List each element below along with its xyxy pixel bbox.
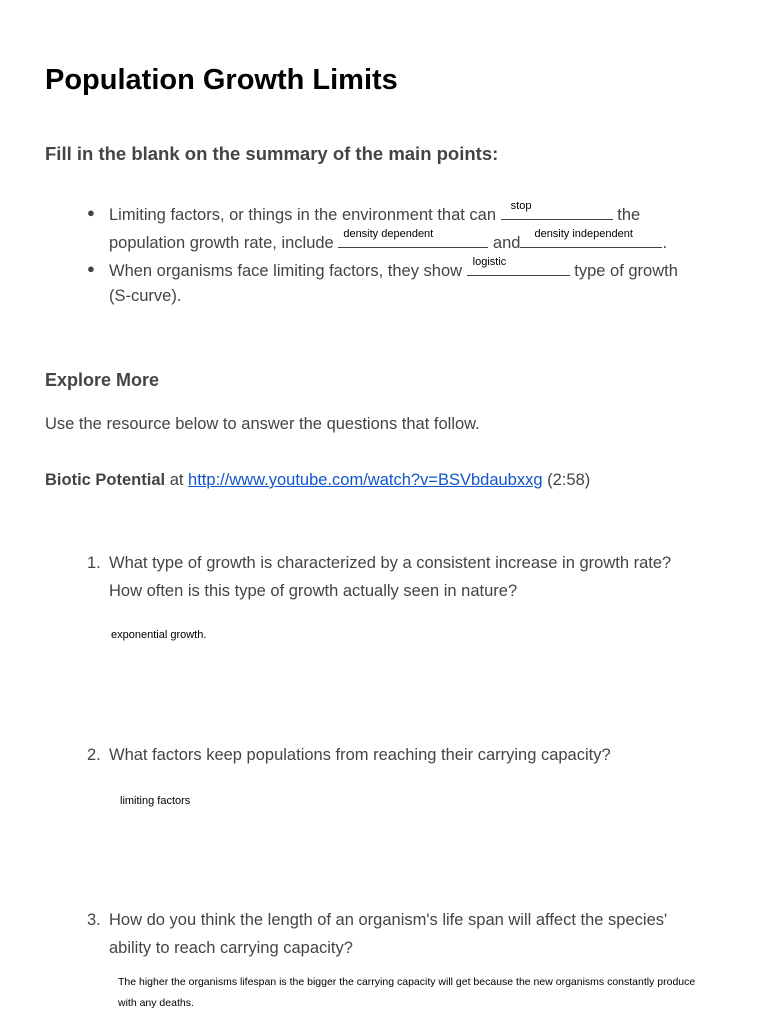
bullet-1-line-2-end: . — [662, 234, 668, 252]
summary-bullet-1-line-2 — [109, 228, 668, 253]
bullet-1-line-2-and: and — [492, 234, 521, 252]
question-3-line-1: How do you think the length of an organism's life span will affect the species' — [109, 911, 668, 929]
answer-3-line-1[interactable]: The higher the organisms lifespan is the bigger the carrying capacity will get because the new organisms constantly produce — [118, 976, 696, 988]
question-3-line-2: ability to reach carrying capacity? — [109, 939, 353, 957]
page-title: Population Growth Limits — [45, 64, 398, 96]
explore-heading: Explore More — [45, 370, 160, 390]
bullet-1-text-pre: Limiting factors, or things in the environment that can — [109, 206, 497, 224]
resource-name: Biotic Potential — [45, 471, 166, 489]
answer-3-line-2[interactable]: with any deaths. — [118, 997, 194, 1009]
bullet-2-text-pre: When organisms face limiting factors, they show — [109, 262, 463, 280]
question-number: 3. — [87, 911, 101, 929]
question-2-line-1: What factors keep populations from reaching their carrying capacity? — [109, 746, 611, 764]
blank-field-density-dependent[interactable] — [338, 228, 488, 248]
summary-bullet-2-line-1 — [109, 256, 678, 281]
resource-line — [45, 471, 590, 490]
summary-bullet-2-line-2: (S-curve). — [109, 287, 182, 305]
blank-answer-stop: stop — [510, 200, 532, 212]
bullet-dot: ● — [87, 205, 95, 220]
resource-duration: (2:58) — [547, 471, 591, 489]
bullet-1-text-post: the — [617, 206, 641, 224]
bullet-1-line-2-pre: population growth rate, include — [109, 234, 334, 252]
blank-answer-density-independent: density independent — [534, 228, 633, 240]
bullet-dot: ● — [87, 261, 95, 276]
answer-1[interactable]: exponential growth. — [111, 629, 207, 641]
question-number: 2. — [87, 746, 101, 764]
blank-answer-density-dependent: density dependent — [343, 228, 434, 240]
question-number: 1. — [87, 554, 101, 572]
question-1-line-2: How often is this type of growth actually seen in nature? — [109, 582, 518, 600]
blank-field-logistic[interactable] — [467, 256, 570, 276]
blank-field-stop[interactable] — [501, 200, 613, 220]
resource-at: at — [169, 471, 184, 489]
blank-field-density-independent[interactable] — [520, 228, 662, 248]
explore-intro: Use the resource below to answer the questions that follow. — [45, 415, 480, 433]
answer-2[interactable]: limiting factors — [120, 795, 191, 807]
summary-bullet-1-line-1 — [109, 200, 641, 225]
summary-heading: Fill in the blank on the summary of the main points: — [45, 143, 499, 164]
resource-link[interactable]: http://www.youtube.com/watch?v=BSVbdaubxxg — [188, 471, 543, 489]
blank-answer-logistic: logistic — [472, 256, 507, 268]
question-1-line-1: What type of growth is characterized by a consistent increase in growth rate? — [109, 554, 672, 572]
bullet-2-text-post: type of growth — [574, 262, 678, 280]
